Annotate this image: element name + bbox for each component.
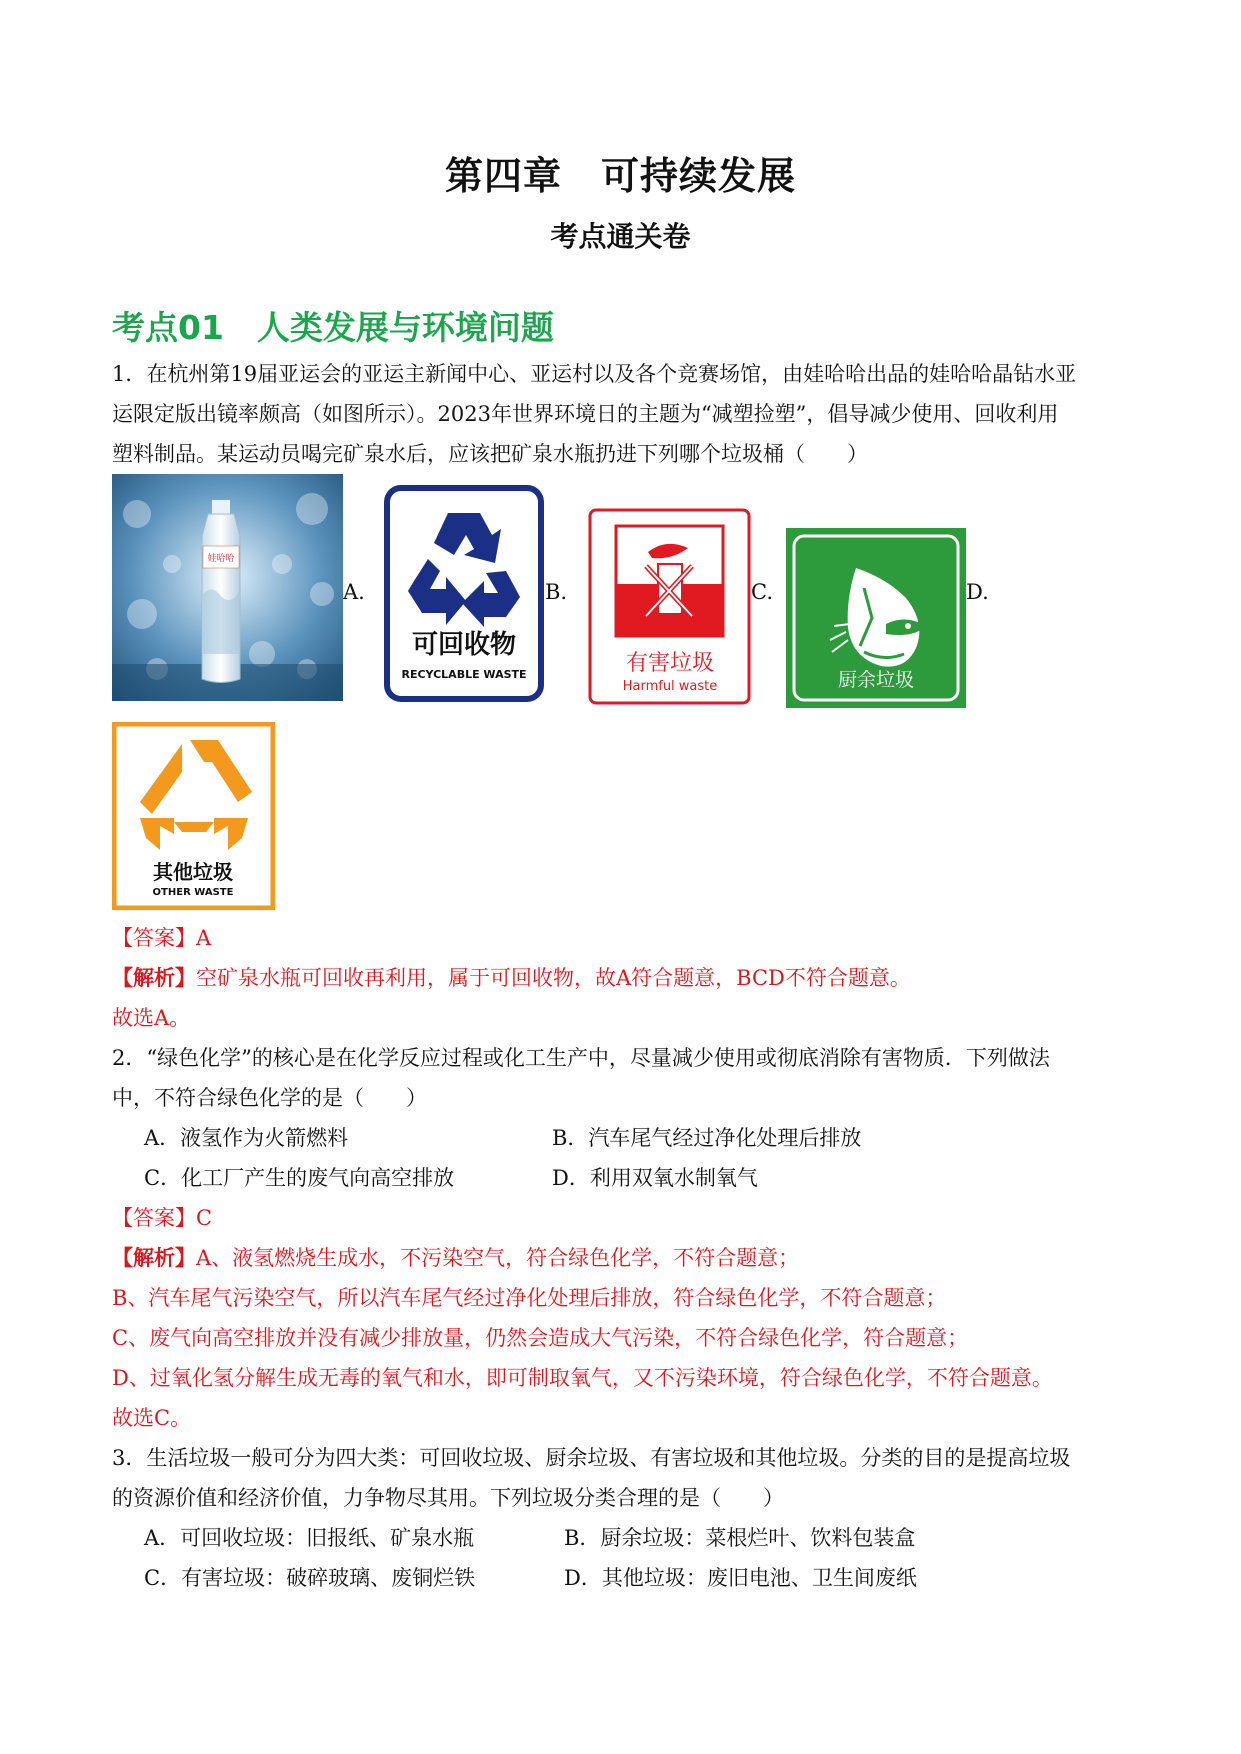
q3-option-a: A．可回收垃圾：旧报纸、矿泉水瓶	[144, 1526, 475, 1550]
recyclable-bin-sign	[384, 485, 544, 702]
q1-conclusion: 故选A。	[112, 1006, 191, 1030]
q1-option-d: D.	[966, 580, 989, 604]
q2-option-a: A．液氢作为火箭燃料	[144, 1126, 349, 1150]
q2-line-2: 中，不符合绿色化学的是（ ）	[112, 1086, 427, 1110]
q1-analysis	[112, 964, 911, 992]
harmful-en: Harmful waste	[622, 679, 718, 694]
q1-answer: 【答案】A	[112, 926, 212, 950]
q1-option-c: C.	[751, 580, 773, 604]
q2-analysis-4: D、过氧化氢分解生成无毒的氧气和水，即可制取氧气，又不污染环境，符合绿色化学，不符合题意。	[112, 1366, 1053, 1390]
q3-option-b: B．厨余垃圾：菜根烂叶、饮料包装盒	[564, 1526, 916, 1550]
q1-analysis-label: 【解析】	[112, 965, 196, 990]
q1-option-b: B.	[545, 580, 568, 604]
recyclable-en: RECYCLABLE WASTE	[401, 668, 527, 681]
q3-option-c: C．有害垃圾：破碎玻璃、废铜烂铁	[144, 1566, 476, 1590]
q2-analysis-3: C、废气向高空排放并没有减少排放量，仍然会造成大气污染，不符合绿色化学，符合题意；	[112, 1326, 969, 1350]
kitchen-cn: 厨余垃圾	[837, 669, 915, 691]
q2-conclusion: 故选C。	[112, 1406, 192, 1430]
harmful-bin-sign	[588, 508, 751, 705]
section-heading: 考点01 人类发展与环境问题	[112, 308, 554, 347]
kitchen-waste-bin-sign	[786, 528, 966, 708]
q2-option-b: B．汽车尾气经过净化处理后排放	[552, 1126, 862, 1150]
q2-option-d: D．利用双氧水制氧气	[552, 1166, 758, 1190]
q1-option-a: A.	[343, 580, 365, 604]
q2-analysis-1	[112, 1244, 799, 1272]
q2-analysis-label: 【解析】	[112, 1245, 196, 1270]
q2-option-c: C．化工厂产生的废气向高空排放	[144, 1166, 455, 1190]
recyclable-cn: 可回收物	[411, 630, 517, 660]
q1-line-2: 运限定版出镜率颇高（如图所示）。2023年世界环境日的主题为“减塑捡塑”，倡导减少使用、回收利用	[112, 402, 1059, 426]
water-bottle-photo	[112, 474, 343, 701]
q3-line-1: 3．生活垃圾一般可分为四大类：可回收垃圾、厨余垃圾、有害垃圾和其他垃圾。分类的目的是提高垃圾	[112, 1446, 1071, 1470]
chapter-title: 第四章 可持续发展	[444, 153, 796, 198]
harmful-cn: 有害垃圾	[625, 651, 715, 676]
bottle-brand-label: 娃哈哈	[207, 554, 235, 564]
other-en: OTHER WASTE	[152, 887, 234, 898]
q1-line-1: 1．在杭州第19届亚运会的亚运主新闻中心、亚运村以及各个竞赛场馆，由娃哈哈出品的娃哈哈晶钻水亚	[112, 362, 1077, 386]
q2-analysis-text-1: A、液氢燃烧生成水，不污染空气，符合绿色化学，不符合题意；	[196, 1246, 800, 1270]
other-waste-bin-sign	[112, 722, 275, 910]
other-cn: 其他垃圾	[153, 860, 233, 884]
q3-option-d: D．其他垃圾：废旧电池、卫生间废纸	[564, 1566, 917, 1590]
q2-answer: 【答案】C	[112, 1206, 213, 1230]
q1-analysis-text: 空矿泉水瓶可回收再利用，属于可回收物，故A符合题意，BCD不符合题意。	[196, 966, 911, 990]
q2-analysis-2: B、汽车尾气污染空气，所以汽车尾气经过净化处理后排放，符合绿色化学，不符合题意；	[112, 1286, 947, 1310]
q2-line-1: 2．“绿色化学”的核心是在化学反应过程或化工生产中，尽量减少使用或彻底消除有害物质．下列做法	[112, 1046, 1050, 1070]
q1-line-3: 塑料制品。某运动员喝完矿泉水后，应该把矿泉水瓶扔进下列哪个垃圾桶（ ）	[112, 442, 868, 466]
paper-subtitle: 考点通关卷	[550, 220, 691, 253]
q3-line-2: 的资源价值和经济价值，力争物尽其用。下列垃圾分类合理的是（ ）	[112, 1486, 784, 1510]
